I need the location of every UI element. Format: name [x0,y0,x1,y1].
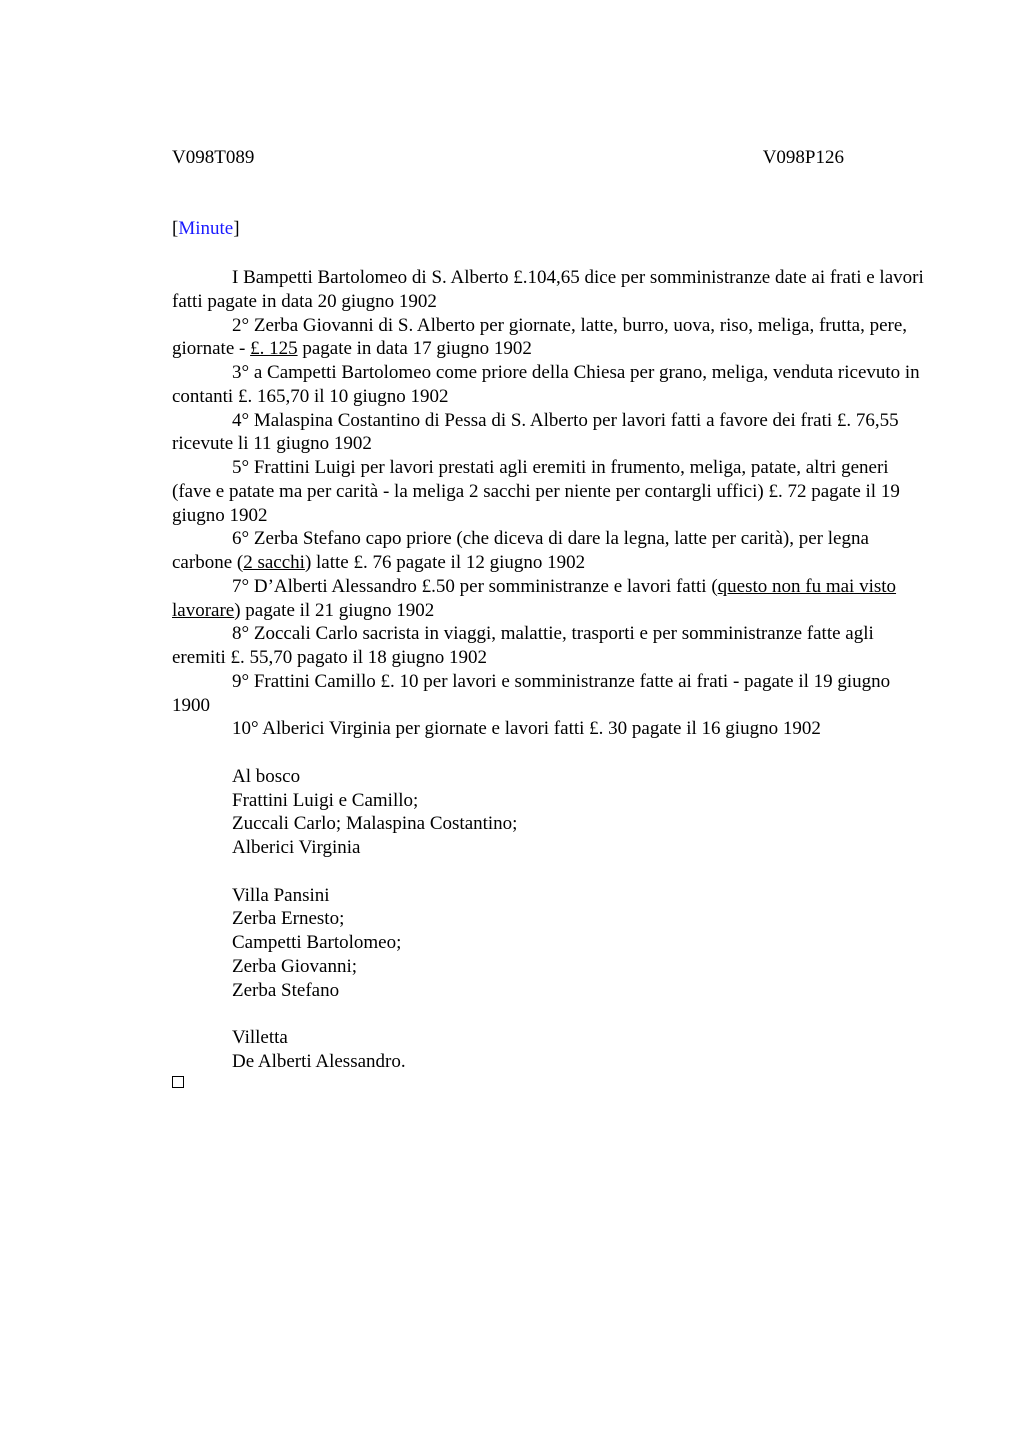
entries-list [172,266,928,1074]
group-line: Zerba Stefano [232,979,340,1001]
group-title: Villetta [232,1027,288,1048]
group-villa-pansini [172,884,928,1003]
group-line: Zerba Giovanni; [232,955,358,977]
group-line: Zerba Ernesto; [232,908,345,930]
group-title: Al bosco [232,765,301,787]
group-line: Campetti Bartolomeo; [232,932,402,953]
group-villetta [172,1026,928,1074]
end-marker-checkbox-icon [172,1076,184,1088]
group-line: Zuccali Carlo; Malaspina Costantino; [232,813,518,835]
minute-link[interactable]: Minute [178,218,234,239]
group-line: Frattini Luigi e Camillo; [232,789,419,811]
list-item: 6° Zerba Stefano capo priore (che diceva di dare la legna, latte per carità), per legna carbone (2 sacchi) latte £. 76 pagate il 12 giugno 1902 [172,528,869,573]
list-item: 4° Malaspina Costantino di Pessa di S. Alberto per lavori fatti a favore dei frati £. 76,55 ricevute li 11 giugno 1902 [172,409,899,455]
group-line: De Alberti Alessandro. [232,1050,406,1072]
list-item: 5° Frattini Luigi per lavori prestati agli eremiti in frumento, meliga, patate, altri generi (fave e patate ma per carità - la meliga 2 sacchi per niente per contargli uffici) £. 72 pagate il 19 giugno 1902 [172,457,900,526]
list-item: 10° Alberici Virginia per giornate e lavori fatti £. 30 pagate il 16 giugno 1902 [232,718,821,740]
left-code: V098T089 [172,147,255,168]
group-title: Villa Pansini [232,884,330,906]
minute-label: [Minute] [172,218,240,239]
list-item: 8° Zoccali Carlo sacrista in viaggi, malattie, trasporti e per somministranze fatte agli eremiti £. 55,70 pagato il 18 giugno 1902 [172,623,874,668]
list-item: I Bampetti Bartolomeo di S. Alberto £.104,65 dice per somministranze date ai frati e lavori fatti pagate in data 20 giugno 1902 [172,267,924,312]
group-line: Alberici Virginia [232,837,361,858]
group-al-bosco [172,765,928,860]
list-item: 2° Zerba Giovanni di S. Alberto per giornate, latte, burro, uova, riso, meliga, frutta, pere, giornate - £. 125 pagate in data 17 giugno 1902 [172,314,908,360]
list-item: 7° D’Alberti Alessandro £.50 per somministranze e lavori fatti (questo non fu mai visto lavorare) pagate il 21 giugno 1902 [172,575,897,621]
list-item: 3° a Campetti Bartolomeo come priore della Chiesa per grano, meliga, venduta ricevuto in contanti £. 165,70 il 10 giugno 1902 [172,362,920,407]
right-code: V098P126 [762,147,844,168]
list-item: 9° Frattini Camillo £. 10 per lavori e somministranze fatte ai frati - pagate il 19 giugno 1900 [172,670,891,716]
document-header [172,146,844,170]
